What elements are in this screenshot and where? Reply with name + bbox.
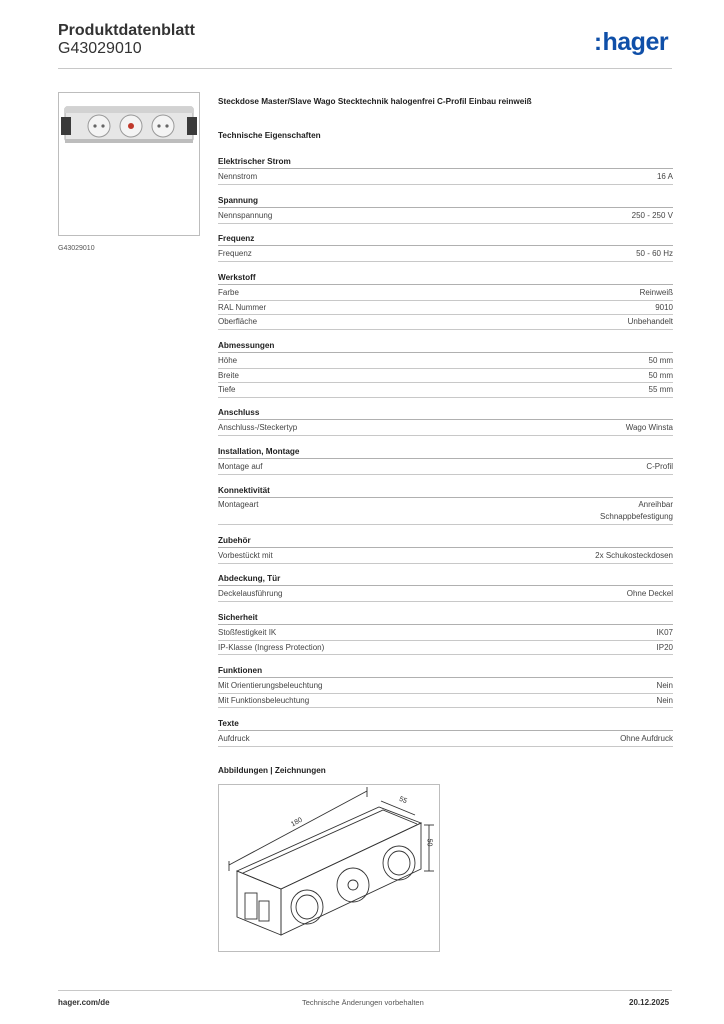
- section-connectivity: [218, 485, 673, 525]
- section-divider: [218, 207, 673, 208]
- spec-value: Unbehandelt: [627, 317, 673, 327]
- spec-label: Montageart: [218, 500, 259, 509]
- spec-row: [218, 286, 673, 301]
- figures-heading: Abbildungen | Zeichnungen: [218, 766, 326, 775]
- section-divider: [218, 624, 673, 625]
- spec-value-line: Anreihbar: [638, 500, 673, 509]
- footer-divider: [58, 990, 672, 991]
- document-title: Produktdatenblatt: [58, 22, 195, 39]
- spec-row: [218, 421, 673, 436]
- section-divider: [218, 458, 673, 459]
- spec-value: 16 A: [656, 172, 673, 181]
- spec-label: Anschluss-/Steckertyp: [218, 423, 298, 432]
- section-accessories: [218, 535, 673, 564]
- section-connection: [218, 407, 673, 436]
- dimension-height-label: 50: [425, 838, 433, 847]
- spec-value-line: Schnappbefestigung: [600, 512, 673, 521]
- spec-row: [218, 641, 673, 656]
- spec-value: Nein: [656, 681, 673, 690]
- section-safety: [218, 612, 673, 655]
- spec-row: [218, 694, 673, 709]
- section-title: Texte: [218, 719, 239, 728]
- section-dimensions: [218, 340, 673, 398]
- spec-label: Breite: [218, 370, 239, 380]
- product-description: Steckdose Master/Slave Wago Stecktechnik halogenfrei C-Profil Einbau reinweiß: [218, 97, 532, 106]
- section-title: Zubehör: [218, 536, 251, 545]
- section-title: Werkstoff: [218, 273, 256, 282]
- section-functions: [218, 665, 673, 708]
- section-divider: [218, 352, 673, 353]
- section-divider: [218, 677, 673, 678]
- spec-label: Tiefe: [218, 385, 236, 395]
- logo-colon-icon: :: [594, 29, 602, 56]
- spec-label: Montage auf: [218, 462, 263, 471]
- section-electric-current: [218, 156, 673, 185]
- section-divider: [218, 419, 673, 420]
- spec-row: [218, 679, 673, 694]
- spec-value: Ohne Aufdruck: [620, 734, 673, 743]
- section-frequency: [218, 233, 673, 262]
- spec-value: 250 - 250 V: [631, 211, 673, 220]
- section-title: Abdeckung, Tür: [218, 574, 281, 583]
- spec-value: Wago Winsta: [625, 423, 673, 432]
- spec-row: [218, 315, 673, 330]
- technical-drawing: [218, 784, 440, 952]
- section-divider: [218, 585, 673, 586]
- socket-photo-icon: [59, 93, 199, 235]
- spec-row: [218, 626, 673, 641]
- spec-label: Vorbestückt mit: [218, 551, 273, 560]
- dimension-width-label: 55: [397, 795, 408, 806]
- spec-row: [218, 460, 673, 475]
- spec-label: Höhe: [218, 356, 238, 365]
- spec-value: Nein: [656, 695, 673, 705]
- section-title: Spannung: [218, 196, 259, 205]
- product-code: G43029010: [58, 40, 142, 57]
- spec-value: C-Profil: [646, 462, 673, 471]
- spec-row: [218, 170, 673, 185]
- spec-row: [218, 247, 673, 262]
- section-divider: [218, 168, 673, 169]
- section-title: Installation, Montage: [218, 447, 300, 456]
- spec-row: [218, 383, 673, 398]
- spec-row: [218, 587, 673, 602]
- section-voltage: [218, 195, 673, 224]
- footer-website-link[interactable]: hager.com/de: [58, 998, 110, 1007]
- section-title: Anschluss: [218, 408, 260, 417]
- section-title: Elektrischer Strom: [218, 157, 291, 166]
- spec-label: Nennstrom: [218, 172, 258, 181]
- section-divider: [218, 497, 673, 498]
- dimension-length-label: 180: [290, 816, 304, 829]
- product-image: [58, 92, 200, 236]
- header-divider: [58, 68, 672, 69]
- spec-row: [218, 301, 673, 316]
- spec-row: [218, 732, 673, 747]
- spec-value: Ohne Deckel: [626, 589, 673, 598]
- footer-date: 20.12.2025: [629, 998, 670, 1007]
- spec-value: 55 mm: [648, 385, 673, 395]
- spec-value: IP20: [656, 642, 673, 652]
- spec-row: [218, 354, 673, 369]
- spec-value: 50 mm: [648, 370, 673, 380]
- spec-label: RAL Nummer: [218, 302, 267, 312]
- section-title: Konnektivität: [218, 486, 270, 495]
- spec-row: [218, 549, 673, 564]
- section-title: Frequenz: [218, 234, 255, 243]
- spec-label: Frequenz: [218, 249, 252, 258]
- spec-label: Mit Funktionsbeleuchtung: [218, 695, 310, 705]
- spec-row: [218, 209, 673, 224]
- spec-value: 9010: [655, 302, 673, 312]
- spec-value: 50 mm: [648, 356, 673, 365]
- spec-value: [600, 499, 673, 523]
- spec-row: [218, 369, 673, 384]
- spec-value: 50 - 60 Hz: [636, 249, 673, 258]
- section-material: [218, 272, 673, 330]
- section-title: Funktionen: [218, 666, 263, 675]
- section-divider: [218, 284, 673, 285]
- spec-value: IK07: [656, 628, 673, 637]
- section-divider: [218, 245, 673, 246]
- section-title: Sicherheit: [218, 613, 258, 622]
- spec-label: Deckelausführung: [218, 589, 283, 598]
- image-caption: G43029010: [58, 245, 95, 252]
- logo-text: hager: [602, 28, 669, 56]
- spec-value: 2x Schukosteckdosen: [595, 551, 673, 560]
- technical-properties-heading: Technische Eigenschaften: [218, 131, 321, 140]
- section-divider: [218, 547, 673, 548]
- spec-label: Mit Orientierungsbeleuchtung: [218, 681, 323, 690]
- section-installation: [218, 446, 673, 475]
- section-title: Abmessungen: [218, 341, 275, 350]
- spec-label: Farbe: [218, 288, 239, 297]
- section-divider: [218, 730, 673, 731]
- section-cover: [218, 573, 673, 602]
- spec-label: Stoßfestigkeit IK: [218, 628, 277, 637]
- spec-label: IP-Klasse (Ingress Protection): [218, 642, 325, 652]
- spec-label: Oberfläche: [218, 317, 258, 327]
- spec-label: Nennspannung: [218, 211, 273, 220]
- spec-value: Reinweiß: [639, 288, 673, 297]
- footer-notice: Technische Änderungen vorbehalten: [302, 998, 424, 1007]
- hager-logo: [594, 28, 668, 57]
- section-texts: [218, 718, 673, 747]
- socket-drawing-icon: [219, 785, 439, 951]
- spec-label: Aufdruck: [218, 734, 250, 743]
- spec-row: [218, 499, 673, 525]
